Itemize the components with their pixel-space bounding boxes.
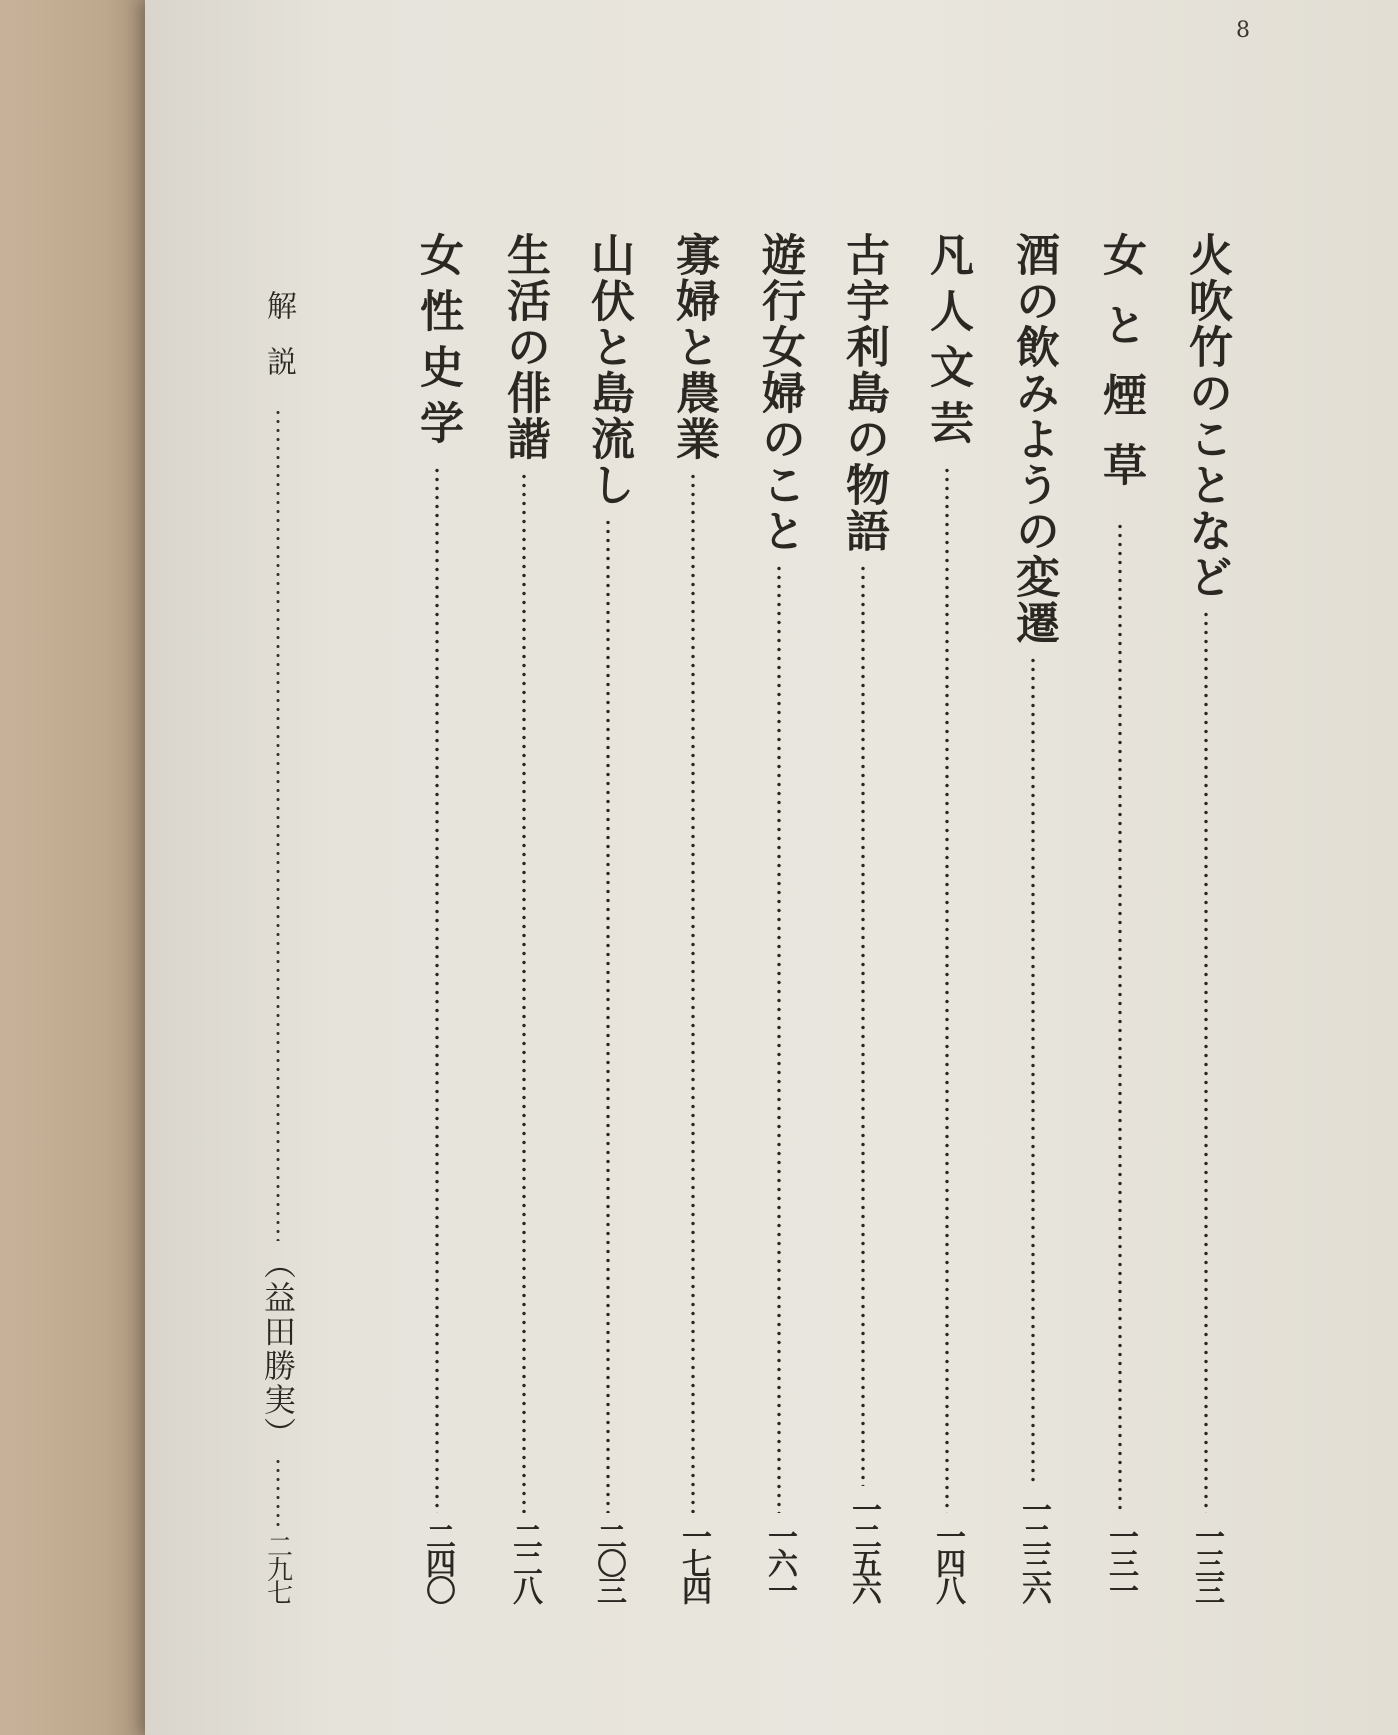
toc-entry-title: 山伏と島流し	[583, 232, 634, 508]
toc-entry-title: 凡人文芸	[922, 232, 973, 456]
toc-entry-page: 一二五六	[846, 1494, 881, 1602]
leader-dots	[919, 466, 975, 1513]
leader-dots	[250, 408, 306, 1241]
toc-entry[interactable]	[1005, 232, 1061, 1602]
toc-entry[interactable]	[409, 232, 465, 1602]
toc-entry[interactable]	[751, 232, 807, 1602]
toc-commentary-entry[interactable]	[250, 290, 306, 1602]
toc-entry[interactable]	[835, 232, 891, 1602]
toc-entry[interactable]	[665, 232, 721, 1602]
leader-dots	[409, 466, 465, 1513]
page-number: 8	[1236, 18, 1250, 43]
toc-entry-page: 二二八	[507, 1521, 542, 1602]
toc-entry-title: 女性史学	[412, 232, 463, 456]
leader-dots	[751, 564, 807, 1513]
toc-entry-title: 女と煙草	[1095, 232, 1146, 512]
leader-dots	[580, 518, 636, 1513]
toc-entry-page: 一四八	[930, 1521, 965, 1602]
toc-entry[interactable]	[919, 232, 975, 1602]
toc-commentary-page: 二九七	[262, 1533, 293, 1602]
leader-dots	[665, 472, 721, 1513]
toc-entry-title: 古宇利島の物語	[838, 232, 889, 554]
leader-dots	[250, 1457, 306, 1527]
toc-entry-title: 生活の俳諧	[499, 232, 550, 462]
toc-entry[interactable]	[1178, 232, 1234, 1602]
toc-commentary-title: 解説	[261, 290, 296, 402]
toc-entry-page: 一七四	[676, 1521, 711, 1602]
leader-dots	[1005, 656, 1061, 1486]
toc-entry-title: 酒の飲みようの変遷	[1008, 232, 1059, 646]
toc-entry-page: 二四〇	[420, 1521, 455, 1602]
leader-dots	[1092, 522, 1148, 1513]
toc-entry-page: 一六一	[762, 1521, 797, 1602]
toc-commentary-author: （益田勝実）	[259, 1247, 297, 1451]
toc-entry-page: 一三三	[1189, 1521, 1224, 1602]
leader-dots	[496, 472, 552, 1513]
toc-entry-page: 一三一	[1103, 1521, 1138, 1602]
leader-dots	[1178, 610, 1234, 1513]
toc-entry-page: 一二三六	[1016, 1494, 1051, 1602]
toc-entry[interactable]	[496, 232, 552, 1602]
toc-entry[interactable]	[1092, 232, 1148, 1602]
toc-entry-page: 二〇三	[591, 1521, 626, 1602]
leader-dots	[835, 564, 891, 1486]
toc-entry-title: 火吹竹のことなど	[1181, 232, 1232, 600]
toc-entry-title: 寡婦と農業	[668, 232, 719, 462]
toc-entry[interactable]	[580, 232, 636, 1602]
toc-entry-title: 遊行女婦のこと	[754, 232, 805, 554]
